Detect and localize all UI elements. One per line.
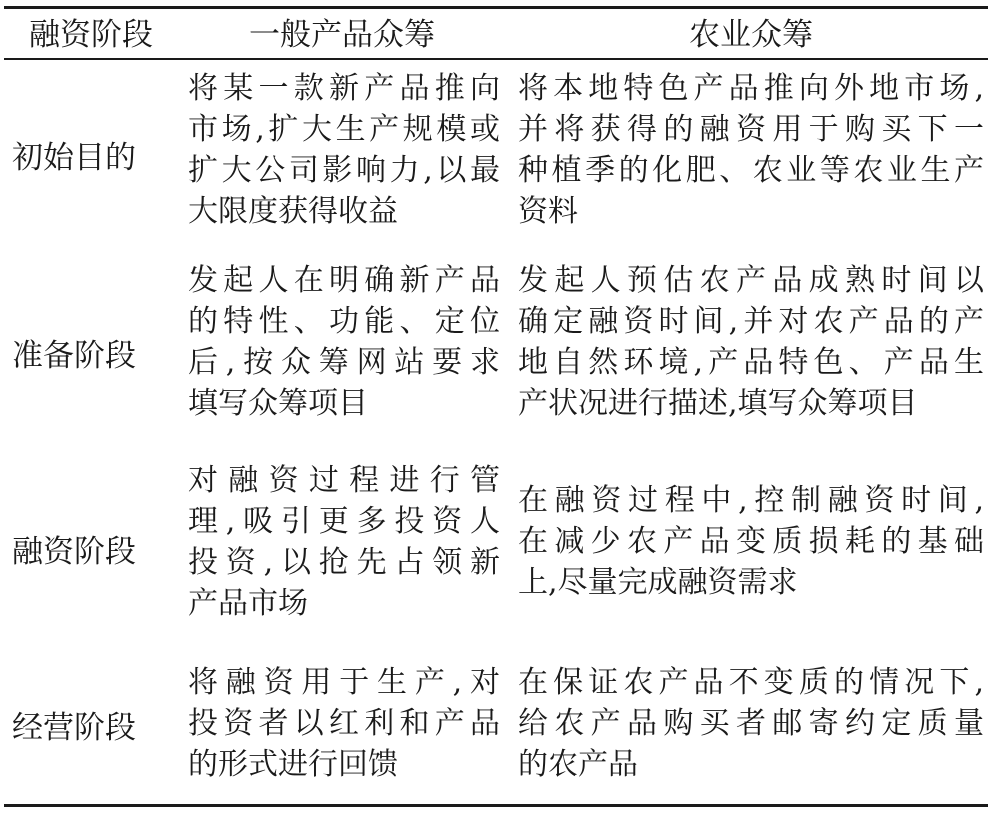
top-rule — [4, 6, 988, 9]
text-line: 对融资过程进行管 — [188, 463, 500, 498]
table-row — [4, 452, 988, 652]
header-agricultural-crowdfunding: 农业众筹 — [689, 17, 813, 53]
text-line: 填写众筹项目 — [188, 386, 368, 421]
text-line: 在融资过程中,控制融资时间, — [518, 483, 984, 518]
text-line: 的形式进行回馈 — [188, 747, 398, 782]
text-line: 将融资用于生产,对 — [188, 665, 500, 700]
row-general-text — [188, 662, 500, 785]
text-line: 后,按众筹网站要求 — [188, 345, 500, 380]
row-agri-text — [518, 480, 984, 603]
text-line: 在保证农产品不变质的情况下, — [518, 665, 984, 700]
text-line: 将某一款新产品推向 — [188, 71, 500, 106]
text-line: 理,吸引更多投资人 — [188, 504, 500, 539]
text-line: 市场,扩大生产规模或 — [188, 112, 500, 147]
row-general-text — [188, 460, 500, 624]
row-agri-text — [518, 260, 984, 424]
table-row — [4, 252, 988, 452]
row-stage: 融资阶段 — [12, 534, 136, 570]
row-stage: 初始目的 — [12, 140, 136, 176]
text-line: 投资者以红利和产品 — [188, 706, 500, 741]
row-stage: 准备阶段 — [12, 338, 136, 374]
row-stage: 经营阶段 — [12, 710, 136, 746]
text-line: 给农产品购买者邮寄约定质量 — [518, 706, 984, 741]
text-line: 资料 — [518, 194, 578, 229]
text-line: 产品市场 — [188, 586, 308, 621]
row-general-text — [188, 260, 500, 424]
text-line: 的特性、功能、定位 — [188, 304, 500, 339]
text-line: 的农产品 — [518, 747, 638, 782]
comparison-table — [4, 0, 988, 816]
header-stage: 融资阶段 — [29, 17, 153, 53]
text-line: 产状况进行描述,填写众筹项目 — [518, 386, 918, 421]
text-line: 种植季的化肥、农业等农业生产 — [518, 153, 984, 188]
text-line: 并将获得的融资用于购买下一 — [518, 112, 984, 147]
text-line: 发起人在明确新产品 — [188, 263, 500, 298]
header-rule — [4, 58, 988, 60]
table-row — [4, 652, 988, 802]
text-line: 扩大公司影响力,以最 — [188, 153, 500, 188]
text-line: 大限度获得收益 — [188, 194, 398, 229]
row-agri-text — [518, 68, 984, 232]
text-line: 上,尽量完成融资需求 — [518, 565, 798, 600]
text-line: 投资,以抢先占领新 — [188, 545, 500, 580]
text-line: 发起人预估农产品成熟时间以 — [518, 263, 984, 298]
row-general-text — [188, 68, 500, 232]
text-line: 在减少农产品变质损耗的基础 — [518, 524, 984, 559]
header-general-crowdfunding: 一般产品众筹 — [249, 17, 435, 53]
table-row — [4, 62, 988, 252]
text-line: 确定融资时间,并对农产品的产 — [518, 304, 984, 339]
text-line: 地自然环境,产品特色、产品生 — [518, 345, 984, 380]
row-agri-text — [518, 662, 984, 785]
text-line: 将本地特色产品推向外地市场, — [518, 71, 984, 106]
bottom-rule — [4, 804, 988, 807]
